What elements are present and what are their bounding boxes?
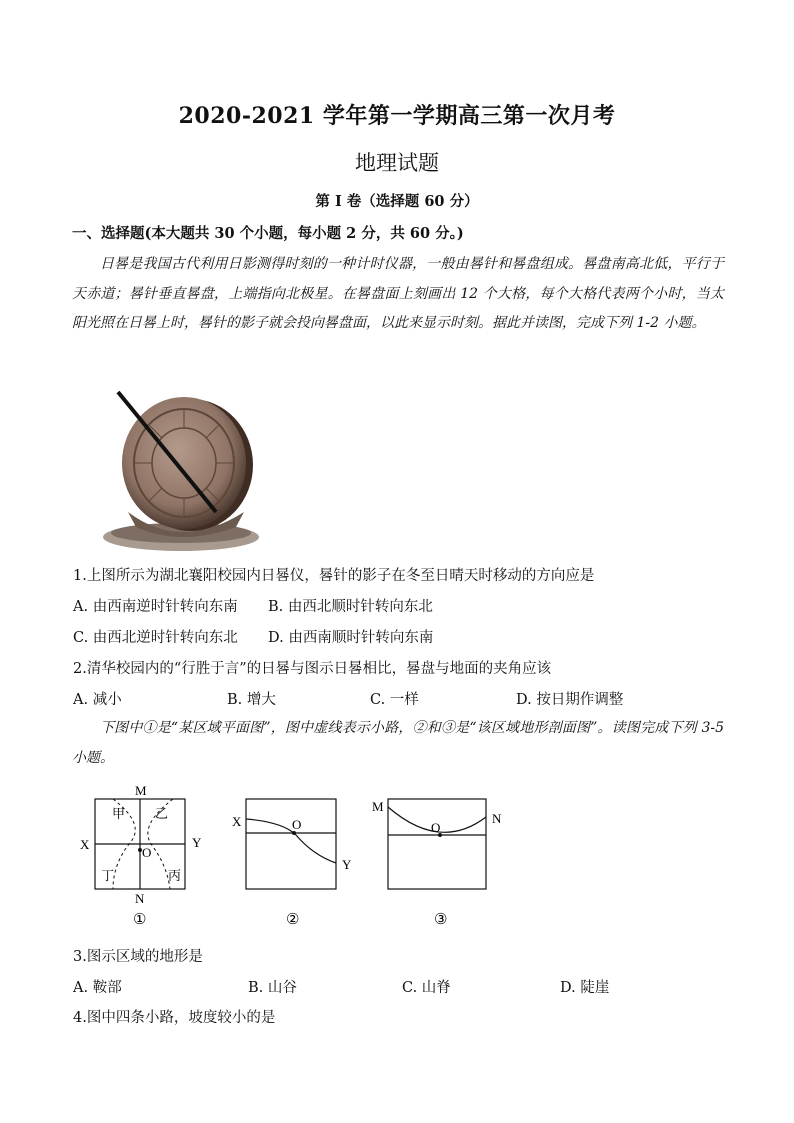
passage-terrain: 下图中①是“某区域平面图”，图中虚线表示小路，②和③是“该区域地形剖面图”。读图完成下列 3-5 小题。 [72,720,724,766]
fig3-label-m: M [372,799,384,814]
fig2-label-y: Y [342,857,352,872]
question-1-option-b[interactable]: B. 由西北顺时针转向东北 [268,599,433,615]
fig1-label-yi: 乙 [155,806,169,821]
fig1-label-x: X [80,837,90,852]
fig1-label-ding: 丁 [101,868,115,883]
subject-title: 地理试题 [355,151,439,175]
question-2-option-d[interactable]: D. 按日期作调整 [516,692,624,708]
question-2-option-b[interactable]: B. 增大 [227,692,276,708]
fig1-label-bing: 丙 [168,868,182,883]
question-2-option-a[interactable]: A. 减小 [73,692,122,708]
fig1-label-m: M [135,783,147,798]
question-2-stem: 2.清华校园内的“行胜于言”的日晷与图示日晷相比，晷盘与地面的夹角应该 [73,661,552,677]
section-heading: 第 I 卷（选择题 60 分） [315,193,479,210]
fig1-label-n: N [135,891,145,906]
question-3-stem: 3.图示区域的地形是 [73,949,203,965]
fig1-caption: ① [133,912,147,928]
part-heading: 一、选择题(本大题共 30 个小题，每小题 2 分，共 60 分。) [72,225,464,242]
fig1-label-o: O [142,845,152,860]
fig2-caption: ② [286,912,300,928]
fig2-label-o: O [292,817,302,832]
figure-plan-view [75,783,215,928]
question-1-option-d[interactable]: D. 由西南顺时针转向东南 [268,630,434,646]
fig3-label-n: N [492,811,502,826]
sundial-image [96,387,266,557]
question-1-option-c[interactable]: C. 由西北逆时针转向东北 [73,630,238,646]
question-3-option-a[interactable]: A. 鞍部 [73,980,122,996]
question-1-stem: 1.上图所示为湖北襄阳校园内日晷仪，晷针的影子在冬至日晴天时移动的方向应是 [73,568,595,584]
question-3-option-c[interactable]: C. 山脊 [402,980,451,996]
exam-title: 2020-2021 学年第一学期高三第一次月考 [178,103,616,129]
question-3-option-d[interactable]: D. 陡崖 [560,980,610,996]
figure-profile-mn [368,797,508,928]
fig1-label-y: Y [192,835,202,850]
question-1-option-a[interactable]: A. 由西南逆时针转向东南 [73,599,238,615]
question-2-option-c[interactable]: C. 一样 [370,692,419,708]
question-4-stem: 4.图中四条小路，坡度较小的是 [73,1010,276,1026]
figure-profile-xy [228,797,368,928]
fig1-label-jia: 甲 [112,806,126,821]
fig2-label-x: X [232,814,242,829]
fig3-label-o: O [431,820,441,835]
fig3-caption: ③ [434,912,448,928]
question-3-option-b[interactable]: B. 山谷 [248,980,297,996]
passage-sundial: 日晷是我国古代利用日影测得时刻的一种计时仪器，一般由晷针和晷盘组成。晷盘南高北低，平行于天赤道；晷针垂直晷盘，上端指向北极星。在晷盘面上刻画出 12 个大格，每个大格代表两个小时，当太阳光照在日晷上时，晷针的影子就会投向晷盘面，以此来显示时刻。据此并读图，完成下列 1-2 小题。 [72,256,724,331]
